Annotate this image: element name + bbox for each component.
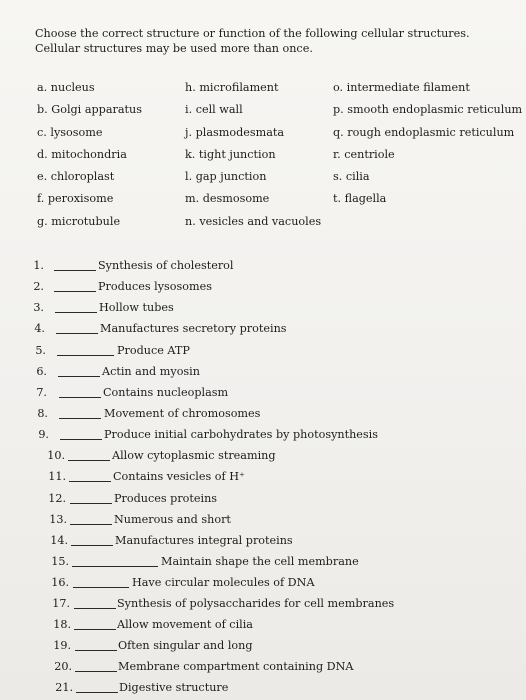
- answer-blank[interactable]: [71, 545, 113, 546]
- answer-blank[interactable]: [75, 671, 117, 672]
- question-text: Produce ATP: [117, 344, 190, 357]
- answer-blank[interactable]: [70, 524, 112, 525]
- answer-blank[interactable]: [56, 333, 98, 334]
- answer-blank[interactable]: [72, 566, 158, 567]
- options-column-3: [333, 80, 522, 214]
- question-text: Movement of chromosomes: [104, 407, 261, 420]
- answer-blank[interactable]: [55, 312, 97, 313]
- instructions: Choose the correct structure or function of the following cellular structures. Cellular structures may be used more than once.: [35, 27, 470, 55]
- question-number: 13.: [49, 513, 67, 526]
- option-i: i. cell wall: [185, 103, 243, 117]
- option-m: m. desmosome: [185, 192, 270, 206]
- option-n: n. vesicles and vacuoles: [185, 214, 322, 228]
- question-text: Digestive structure: [119, 681, 229, 694]
- question-number: 11.: [48, 470, 66, 483]
- question-text: Numerous and short: [114, 513, 231, 526]
- option-r: r. centriole: [333, 147, 395, 161]
- answer-blank[interactable]: [54, 270, 96, 271]
- question-number: 6.: [36, 365, 47, 378]
- option-e: e. chloroplast: [37, 170, 115, 184]
- question-number: 10.: [47, 449, 65, 462]
- question-number: 12.: [48, 492, 66, 505]
- question-number: 9.: [38, 428, 49, 441]
- answer-blank[interactable]: [68, 460, 110, 461]
- option-d: d. mitochondria: [37, 147, 127, 161]
- answer-blank[interactable]: [69, 481, 111, 482]
- question-number: 1.: [33, 259, 44, 272]
- question-text: Manufactures secretory proteins: [100, 322, 287, 335]
- question-text: Contains vesicles of H⁺: [113, 470, 245, 483]
- option-f: f. peroxisome: [37, 192, 114, 206]
- answer-blank[interactable]: [73, 587, 129, 588]
- answer-blank[interactable]: [57, 355, 114, 356]
- question-text: Synthesis of polysaccharides for cell membranes: [117, 597, 395, 610]
- answer-blank[interactable]: [60, 439, 102, 440]
- answer-blank[interactable]: [76, 692, 118, 693]
- answer-blank[interactable]: [70, 503, 112, 504]
- question-text: Allow movement of cilia: [117, 618, 253, 631]
- question-text: Hollow tubes: [99, 301, 174, 314]
- question-number: 21.: [55, 681, 73, 694]
- answer-blank[interactable]: [75, 650, 117, 651]
- answer-blank[interactable]: [74, 608, 116, 609]
- question-text: Produces lysosomes: [98, 280, 212, 293]
- option-j: j. plasmodesmata: [185, 125, 285, 139]
- question-text: Maintain shape the cell membrane: [161, 555, 359, 568]
- question-text: Synthesis of cholesterol: [98, 259, 234, 272]
- option-g: g. microtubule: [37, 214, 121, 228]
- options-column-1: [37, 80, 142, 236]
- option-l: l. gap junction: [185, 170, 267, 184]
- question-text: Allow cytoplasmic streaming: [112, 449, 276, 462]
- question-number: 20.: [54, 660, 72, 673]
- question-text: Often singular and long: [118, 639, 253, 652]
- options-column-2: [185, 80, 321, 236]
- question-number: 8.: [37, 407, 48, 420]
- question-number: 5.: [35, 344, 46, 357]
- answer-blank[interactable]: [54, 291, 96, 292]
- question-text: Produces proteins: [114, 492, 218, 505]
- question-number: 17.: [52, 597, 70, 610]
- question-number: 2.: [33, 280, 44, 293]
- answer-blank[interactable]: [58, 376, 100, 377]
- option-o: o. intermediate filament: [333, 81, 470, 94]
- question-text: Membrane compartment containing DNA: [118, 660, 354, 673]
- question-number: 3.: [33, 301, 44, 314]
- question-text: Actin and myosin: [102, 365, 200, 378]
- option-k: k. tight junction: [185, 147, 276, 161]
- answer-blank[interactable]: [59, 397, 101, 398]
- question-text: Produce initial carbohydrates by photosynthesis: [104, 428, 378, 441]
- question-number: 16.: [51, 576, 69, 589]
- question-number: 19.: [53, 639, 71, 652]
- question-text: Contains nucleoplasm: [103, 386, 229, 399]
- option-q: q. rough endoplasmic reticulum: [333, 125, 515, 139]
- option-c: c. lysosome: [37, 125, 103, 139]
- question-text: Manufactures integral proteins: [115, 534, 293, 547]
- answer-blank[interactable]: [74, 629, 116, 630]
- option-b: b. Golgi apparatus: [37, 103, 142, 117]
- question-number: 15.: [51, 555, 69, 568]
- option-h: h. microfilament: [185, 81, 279, 94]
- option-s: s. cilia: [333, 170, 370, 184]
- question-number: 14.: [50, 534, 68, 547]
- option-p: p. smooth endoplasmic reticulum: [333, 103, 523, 117]
- answer-blank[interactable]: [59, 418, 101, 419]
- question-number: 4.: [34, 322, 45, 335]
- question-number: 7.: [36, 386, 47, 399]
- option-t: t. flagella: [333, 192, 387, 206]
- question-text: Have circular molecules of DNA: [132, 576, 315, 589]
- option-a: a. nucleus: [37, 81, 95, 94]
- question-number: 18.: [53, 618, 71, 631]
